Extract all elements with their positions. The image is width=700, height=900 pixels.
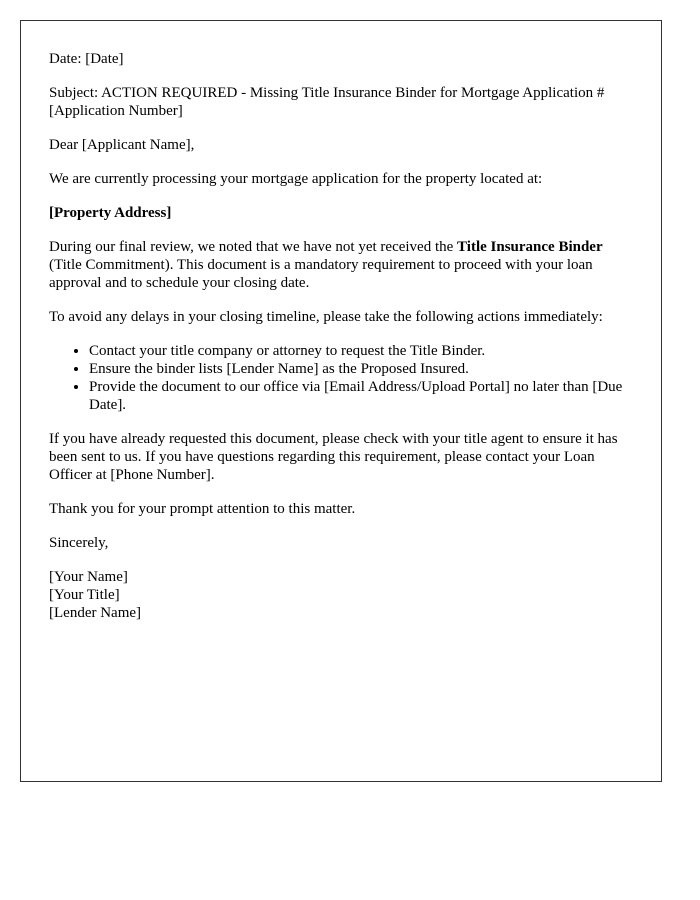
- signature-lender: [Lender Name]: [49, 605, 142, 621]
- review-text-after: (Title Commitment). This document is a mandatory requirement to proceed with your loan approval and to schedule your closing date.: [49, 257, 593, 291]
- action-item: • Provide the document to our office via [Email Address/Upload Portal] no later than [Due Date].: [89, 378, 633, 414]
- date-line: Date: [Date]: [49, 51, 124, 67]
- review-bold-term: Title Insurance Binder: [457, 239, 603, 255]
- property-address: [49, 204, 633, 222]
- intro-paragraph: We are currently processing your mortgage application for the property located at:: [49, 171, 543, 187]
- action-item: • Contact your title company or attorney to request the Title Binder.: [89, 342, 633, 360]
- signature-block: [49, 568, 633, 622]
- property-address-text: [Property Address]: [49, 205, 172, 221]
- signature-name: [Your Name]: [49, 569, 128, 585]
- review-text-before: During our final review, we noted that we have not yet received the: [49, 239, 458, 255]
- letter-page: [20, 20, 662, 782]
- review-paragraph: [49, 238, 633, 292]
- action-item: • Ensure the binder lists [Lender Name] as the Proposed Insured.: [89, 360, 633, 378]
- thanks-paragraph: Thank you for your prompt attention to this matter.: [49, 501, 356, 517]
- actions-intro: To avoid any delays in your closing timeline, please take the following actions immediately:: [49, 309, 603, 325]
- actions-list: [49, 342, 633, 414]
- signature-title: [Your Title]: [49, 587, 120, 603]
- closing: Sincerely,: [49, 535, 109, 551]
- subject-line: Subject: ACTION REQUIRED - Missing Title Insurance Binder for Mortgage Application #[Application Number]: [49, 85, 605, 119]
- salutation: Dear [Applicant Name],: [49, 137, 195, 153]
- followup-paragraph: If you have already requested this document, please check with your title agent to ensure it has been sent to us. If you have questions regarding this requirement, please contact your Loan Officer at [Phone Number].: [49, 431, 618, 483]
